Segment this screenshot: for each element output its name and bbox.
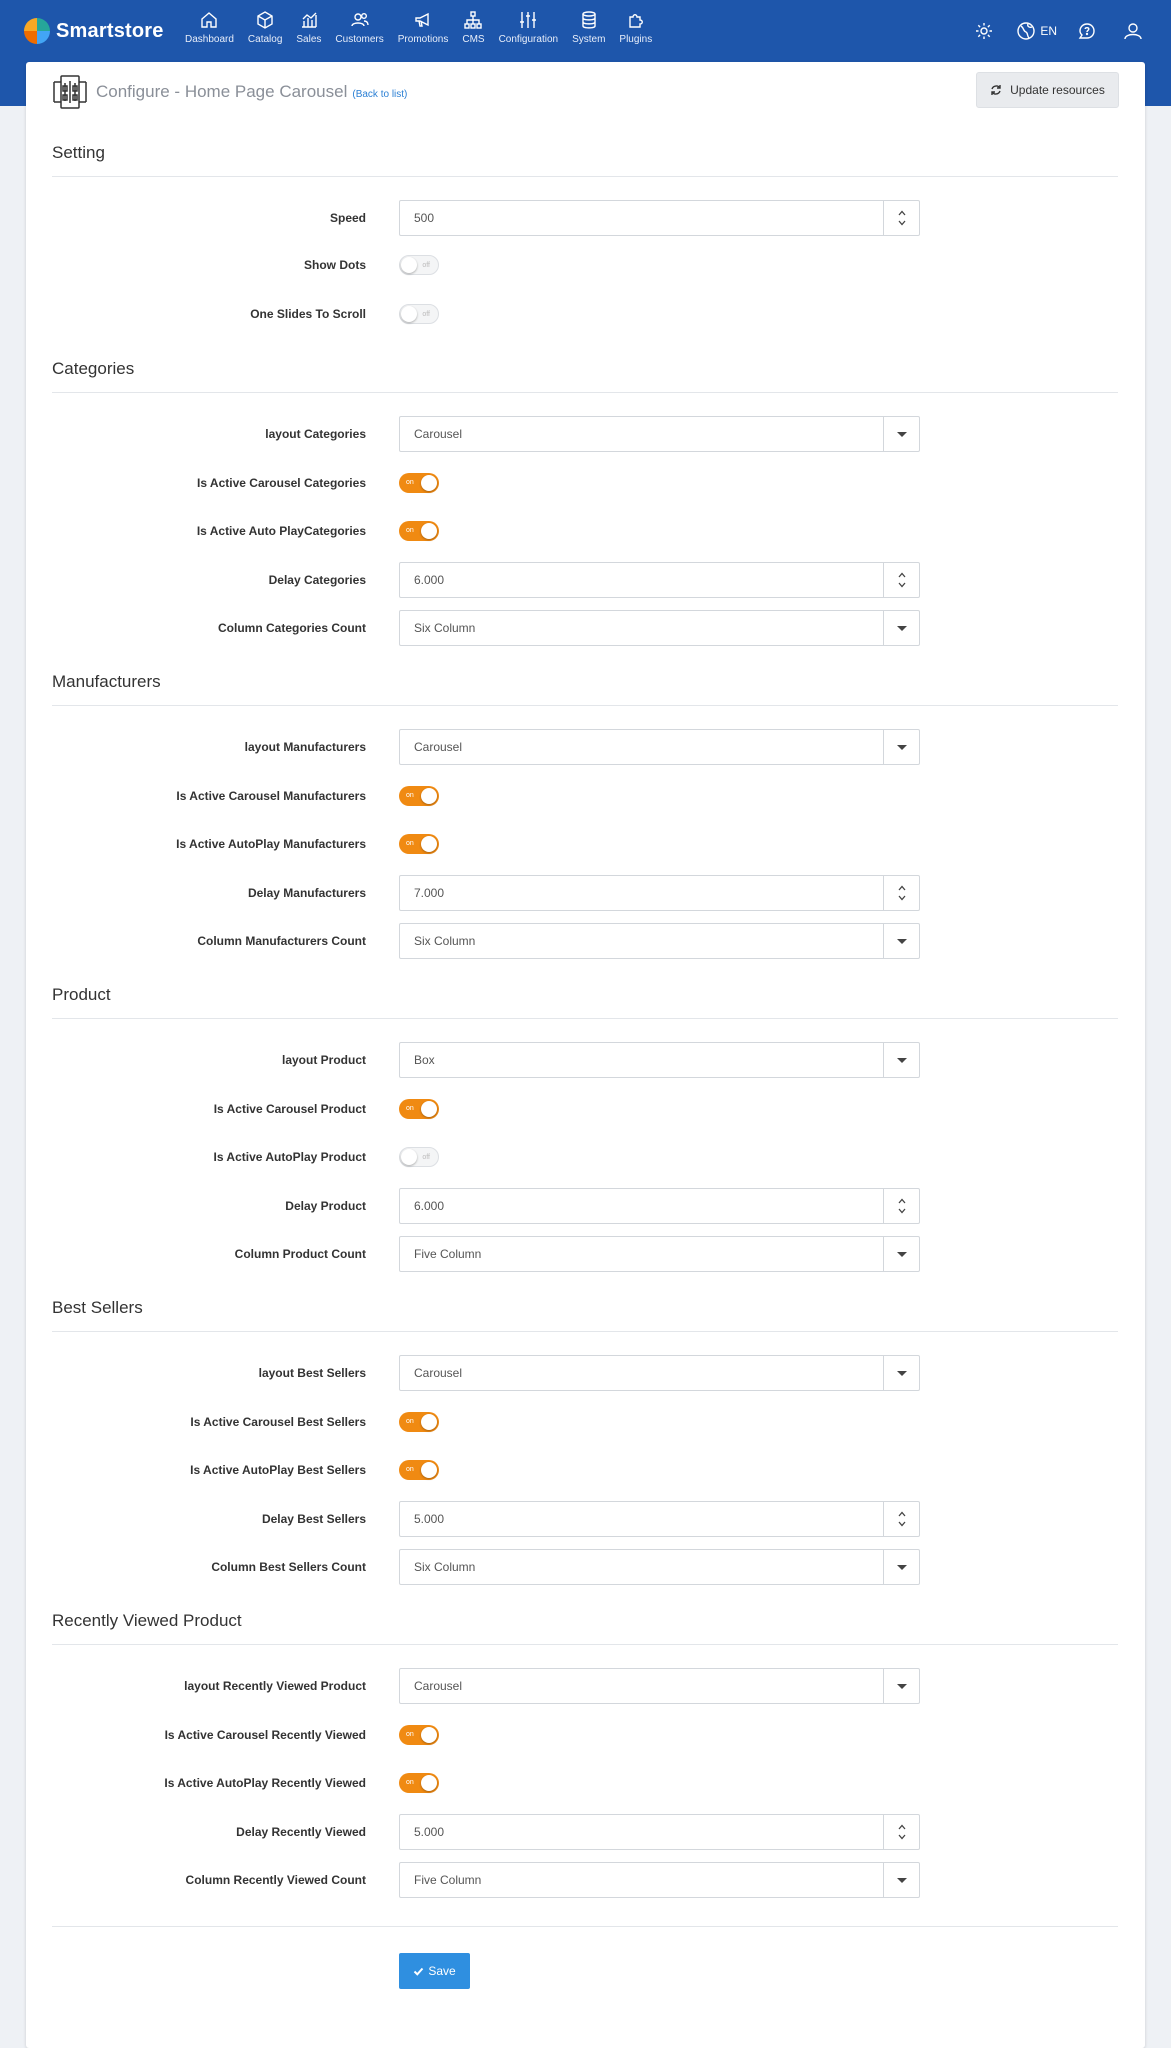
caret-down-icon <box>897 432 907 437</box>
user-menu-button[interactable] <box>1123 20 1145 42</box>
columns-categories-select[interactable] <box>399 610 920 646</box>
delay-manufacturers-input[interactable] <box>399 875 920 911</box>
toggle-knob <box>421 788 437 804</box>
speed-input[interactable] <box>399 200 920 236</box>
nav-label: Customers <box>335 34 384 45</box>
toggle-state-label: on <box>406 1466 414 1473</box>
section-divider <box>52 705 1118 706</box>
delay-best-sellers-value: 5.000 <box>414 1512 445 1526</box>
chevron-up-icon[interactable] <box>897 209 907 217</box>
autoplay-product-toggle[interactable] <box>399 1147 439 1167</box>
toggle-state-label: on <box>406 1105 414 1112</box>
caret-down-icon <box>897 1252 907 1257</box>
columns-best-sellers-select[interactable] <box>399 1549 920 1585</box>
content-card <box>26 62 1145 2048</box>
nav-item-plugins[interactable] <box>612 10 659 45</box>
delay-product-input[interactable] <box>399 1188 920 1224</box>
carousel-recently-viewed-toggle[interactable] <box>399 1725 439 1745</box>
row-autoplay-categories <box>26 513 1145 549</box>
nav-label: Catalog <box>247 34 283 45</box>
nav-item-system[interactable] <box>565 10 612 45</box>
caret-down-icon <box>897 626 907 631</box>
save-label: Save <box>428 1964 456 1978</box>
nav-label: Plugins <box>619 34 653 45</box>
row-layout-product <box>26 1042 1145 1078</box>
chevron-up-icon[interactable] <box>897 1510 907 1518</box>
nav-item-catalog[interactable] <box>241 10 289 45</box>
carousel-manufacturers-toggle[interactable] <box>399 786 439 806</box>
users-icon <box>350 10 370 30</box>
row-columns-product <box>26 1236 1145 1272</box>
nav-label: Sales <box>296 34 322 45</box>
carousel-categories-toggle[interactable] <box>399 473 439 493</box>
nav-item-customers[interactable] <box>328 10 390 45</box>
chevron-down-icon[interactable] <box>897 1520 907 1528</box>
nav-label: System <box>572 34 606 45</box>
delay-best-sellers-input[interactable] <box>399 1501 920 1537</box>
autoplay-manufacturers-label: Is Active AutoPlay Manufacturers <box>176 837 366 851</box>
nav-label: Dashboard <box>185 34 234 45</box>
row-delay-best-sellers <box>26 1501 1145 1537</box>
chevron-down-icon[interactable] <box>897 219 907 227</box>
toggle-knob <box>421 475 437 491</box>
delay-best-sellers-stepper[interactable] <box>883 1502 919 1536</box>
layout-manufacturers-select[interactable] <box>399 729 920 765</box>
toggle-knob <box>401 306 417 322</box>
row-delay-categories <box>26 562 1145 598</box>
select-value: Box <box>414 1053 435 1067</box>
refresh-icon <box>990 84 1002 96</box>
nav-item-dashboard[interactable] <box>178 10 241 45</box>
row-layout-recently-viewed <box>26 1668 1145 1704</box>
row-layout-best-sellers <box>26 1355 1145 1391</box>
row-columns-categories <box>26 610 1145 646</box>
dropdown-toggle[interactable] <box>883 1669 919 1703</box>
caret-down-icon <box>897 1371 907 1376</box>
layout-best-sellers-select[interactable] <box>399 1355 920 1391</box>
show-dots-label: Show Dots <box>304 258 366 272</box>
caret-down-icon <box>897 745 907 750</box>
toggle-knob <box>421 1727 437 1743</box>
dropdown-toggle[interactable] <box>883 1550 919 1584</box>
select-value: Carousel <box>414 1679 463 1693</box>
nav-label: Promotions <box>397 34 449 45</box>
sliders-icon <box>518 10 538 30</box>
speed-stepper[interactable] <box>883 201 919 235</box>
layout-categories-select[interactable] <box>399 416 920 452</box>
toggle-knob <box>421 523 437 539</box>
layout-product-label: layout Product <box>281 1053 366 1067</box>
autoplay-recently-viewed-label: Is Active AutoPlay Recently Viewed <box>164 1776 366 1790</box>
toggle-knob <box>421 1462 437 1478</box>
chart-icon <box>299 10 319 30</box>
database-icon <box>579 10 599 30</box>
chevron-up-icon[interactable] <box>897 884 907 892</box>
row-autoplay-manufacturers <box>26 826 1145 862</box>
row-show-dots <box>26 247 1145 283</box>
row-autoplay-best-sellers <box>26 1452 1145 1488</box>
nav-label: CMS <box>462 34 485 45</box>
chevron-down-icon[interactable] <box>897 1207 907 1215</box>
cube-icon <box>255 10 275 30</box>
delay-categories-stepper[interactable] <box>883 563 919 597</box>
row-carousel-best-sellers <box>26 1404 1145 1440</box>
toggle-state-label: off <box>422 311 430 318</box>
nav-item-configuration[interactable] <box>492 10 565 45</box>
autoplay-categories-label: Is Active Auto PlayCategories <box>196 524 366 538</box>
delay-product-stepper[interactable] <box>883 1189 919 1223</box>
row-delay-recently-viewed <box>26 1814 1145 1850</box>
language-label: EN <box>1040 24 1057 38</box>
one-slide-label: One Slides To Scroll <box>250 307 366 321</box>
layout-manufacturers-label: layout Manufacturers <box>244 740 366 754</box>
columns-best-sellers-label: Column Best Sellers Count <box>211 1560 366 1574</box>
chevron-up-icon[interactable] <box>897 1197 907 1205</box>
columns-product-label: Column Product Count <box>234 1247 366 1261</box>
delay-product-label: Delay Product <box>285 1199 366 1213</box>
carousel-product-label: Is Active Carousel Product <box>213 1102 366 1116</box>
toggle-knob <box>421 1775 437 1791</box>
delay-best-sellers-label: Delay Best Sellers <box>261 1512 366 1526</box>
autoplay-best-sellers-toggle[interactable] <box>399 1460 439 1480</box>
row-delay-manufacturers <box>26 875 1145 911</box>
page-header <box>52 72 407 112</box>
caret-down-icon <box>897 1565 907 1570</box>
row-layout-manufacturers <box>26 729 1145 765</box>
megaphone-icon <box>413 10 433 30</box>
caret-down-icon <box>897 1058 907 1063</box>
delay-manufacturers-stepper[interactable] <box>883 876 919 910</box>
section-divider <box>52 1644 1118 1645</box>
row-carousel-recently-viewed <box>26 1717 1145 1753</box>
brand-name: Smartstore <box>56 19 164 42</box>
autoplay-product-label: Is Active AutoPlay Product <box>213 1150 366 1164</box>
chevron-up-icon[interactable] <box>897 571 907 579</box>
toggle-state-label: on <box>406 479 414 486</box>
row-delay-product <box>26 1188 1145 1224</box>
delay-recently-viewed-stepper[interactable] <box>883 1815 919 1849</box>
section-title-categories: Categories <box>52 359 135 378</box>
carousel-recently-viewed-label: Is Active Carousel Recently Viewed <box>164 1728 366 1742</box>
nav-item-promotions[interactable] <box>391 10 456 45</box>
dropdown-toggle[interactable] <box>883 611 919 645</box>
home-icon <box>199 10 219 30</box>
chevron-down-icon[interactable] <box>897 1833 907 1841</box>
show-dots-toggle[interactable] <box>399 255 439 275</box>
delay-categories-input[interactable] <box>399 562 920 598</box>
select-value: Carousel <box>414 427 463 441</box>
nav-label: Configuration <box>498 34 559 45</box>
section-divider <box>52 176 1118 177</box>
section-title-best-sellers: Best Sellers <box>52 1298 143 1317</box>
help-button[interactable] <box>1077 20 1099 42</box>
globe-icon <box>1016 21 1036 41</box>
main-nav <box>178 10 659 45</box>
columns-recently-viewed-select[interactable] <box>399 1862 920 1898</box>
section-title-setting: Setting <box>52 143 105 162</box>
section-title-manufacturers: Manufacturers <box>52 672 161 691</box>
language-selector[interactable] <box>1016 21 1057 41</box>
dropdown-toggle[interactable] <box>883 417 919 451</box>
dropdown-toggle[interactable] <box>883 730 919 764</box>
chevron-down-icon[interactable] <box>897 581 907 589</box>
toggle-state-label: on <box>406 840 414 847</box>
delay-manufacturers-label: Delay Manufacturers <box>247 886 366 900</box>
section-title-product: Product <box>52 985 111 1004</box>
speed-value: 500 <box>414 211 435 225</box>
layout-recently-viewed-label: layout Recently Viewed Product <box>184 1679 366 1693</box>
toggle-knob <box>421 1414 437 1430</box>
row-autoplay-product <box>26 1139 1145 1175</box>
toggle-state-label: off <box>422 1154 430 1161</box>
columns-manufacturers-select[interactable] <box>399 923 920 959</box>
delay-recently-viewed-value: 5.000 <box>414 1825 445 1839</box>
carousel-manufacturers-label: Is Active Carousel Manufacturers <box>176 789 366 803</box>
save-button[interactable] <box>399 1953 470 1989</box>
one-slide-toggle[interactable] <box>399 304 439 324</box>
columns-manufacturers-label: Column Manufacturers Count <box>197 934 366 948</box>
section-divider <box>52 1331 1118 1332</box>
carousel-best-sellers-toggle[interactable] <box>399 1412 439 1432</box>
dropdown-toggle[interactable] <box>883 1043 919 1077</box>
delay-recently-viewed-label: Delay Recently Viewed <box>236 1825 366 1839</box>
delay-categories-label: Delay Categories <box>268 573 366 587</box>
sitemap-icon <box>463 10 483 30</box>
brand-logo[interactable] <box>24 16 164 46</box>
autoplay-categories-toggle[interactable] <box>399 521 439 541</box>
row-carousel-manufacturers <box>26 778 1145 814</box>
speed-label: Speed <box>329 211 366 225</box>
row-columns-manufacturers <box>26 923 1145 959</box>
autoplay-best-sellers-label: Is Active AutoPlay Best Sellers <box>190 1463 366 1477</box>
check-icon <box>413 1966 424 1977</box>
autoplay-manufacturers-toggle[interactable] <box>399 834 439 854</box>
select-value: Six Column <box>414 621 476 635</box>
row-columns-recently-viewed <box>26 1862 1145 1898</box>
delay-manufacturers-value: 7.000 <box>414 886 445 900</box>
carousel-best-sellers-label: Is Active Carousel Best Sellers <box>190 1415 366 1429</box>
layout-product-select[interactable] <box>399 1042 920 1078</box>
toggle-state-label: on <box>406 1731 414 1738</box>
toggle-knob <box>421 1101 437 1117</box>
section-divider <box>52 1018 1118 1019</box>
back-to-list-link[interactable]: (Back to list) <box>352 88 408 100</box>
delay-categories-value: 6.000 <box>414 573 445 587</box>
delay-product-value: 6.000 <box>414 1199 445 1213</box>
select-value: Six Column <box>414 1560 476 1574</box>
select-value: Six Column <box>414 934 476 948</box>
row-carousel-product <box>26 1091 1145 1127</box>
page-title: Configure - Home Page Carousel <box>96 82 348 101</box>
row-columns-best-sellers <box>26 1549 1145 1585</box>
carousel-product-toggle[interactable] <box>399 1099 439 1119</box>
toggle-state-label: off <box>422 262 430 269</box>
dropdown-toggle[interactable] <box>883 1237 919 1271</box>
columns-recently-viewed-label: Column Recently Viewed Count <box>185 1873 366 1887</box>
row-layout-categories <box>26 416 1145 452</box>
layout-categories-label: layout Categories <box>265 427 366 441</box>
layout-best-sellers-label: layout Best Sellers <box>258 1366 366 1380</box>
layout-recently-viewed-select[interactable] <box>399 1668 920 1704</box>
user-icon <box>1123 21 1143 41</box>
caret-down-icon <box>897 1878 907 1883</box>
columns-product-select[interactable] <box>399 1236 920 1272</box>
help-chat-icon <box>1077 21 1097 41</box>
nav-item-sales[interactable] <box>289 10 328 45</box>
toggle-state-label: on <box>406 792 414 799</box>
columns-categories-label: Column Categories Count <box>217 621 366 635</box>
carousel-plugin-icon <box>52 74 88 110</box>
select-value: Five Column <box>414 1247 482 1261</box>
update-resources-label: Update resources <box>1010 83 1105 97</box>
dropdown-toggle[interactable] <box>883 1356 919 1390</box>
toggle-knob <box>401 257 417 273</box>
row-one-slide-to-scroll <box>26 296 1145 332</box>
delay-recently-viewed-input[interactable] <box>399 1814 920 1850</box>
gear-icon <box>974 21 994 41</box>
row-speed <box>26 200 1145 236</box>
select-value: Five Column <box>414 1873 482 1887</box>
carousel-categories-label: Is Active Carousel Categories <box>197 476 366 490</box>
select-value: Carousel <box>414 1366 463 1380</box>
autoplay-recently-viewed-toggle[interactable] <box>399 1773 439 1793</box>
form-footer-divider <box>52 1926 1118 1927</box>
toggle-knob <box>421 836 437 852</box>
update-resources-button[interactable] <box>976 72 1119 108</box>
section-title-recently-viewed: Recently Viewed Product <box>52 1611 242 1630</box>
section-divider <box>52 392 1118 393</box>
caret-down-icon <box>897 1684 907 1689</box>
select-value: Carousel <box>414 740 463 754</box>
caret-down-icon <box>897 939 907 944</box>
smartstore-logo-icon <box>24 18 50 44</box>
nav-item-cms[interactable] <box>455 10 491 45</box>
toggle-state-label: on <box>406 527 414 534</box>
row-carousel-categories <box>26 465 1145 501</box>
dropdown-toggle[interactable] <box>883 1863 919 1897</box>
toggle-state-label: on <box>406 1779 414 1786</box>
row-autoplay-recently-viewed <box>26 1765 1145 1801</box>
toggle-knob <box>401 1149 417 1165</box>
top-right-tools <box>962 18 1171 44</box>
chevron-down-icon[interactable] <box>897 894 907 902</box>
settings-button[interactable] <box>974 20 996 42</box>
chevron-up-icon[interactable] <box>897 1823 907 1831</box>
dropdown-toggle[interactable] <box>883 924 919 958</box>
toggle-state-label: on <box>406 1418 414 1425</box>
puzzle-icon <box>626 10 646 30</box>
